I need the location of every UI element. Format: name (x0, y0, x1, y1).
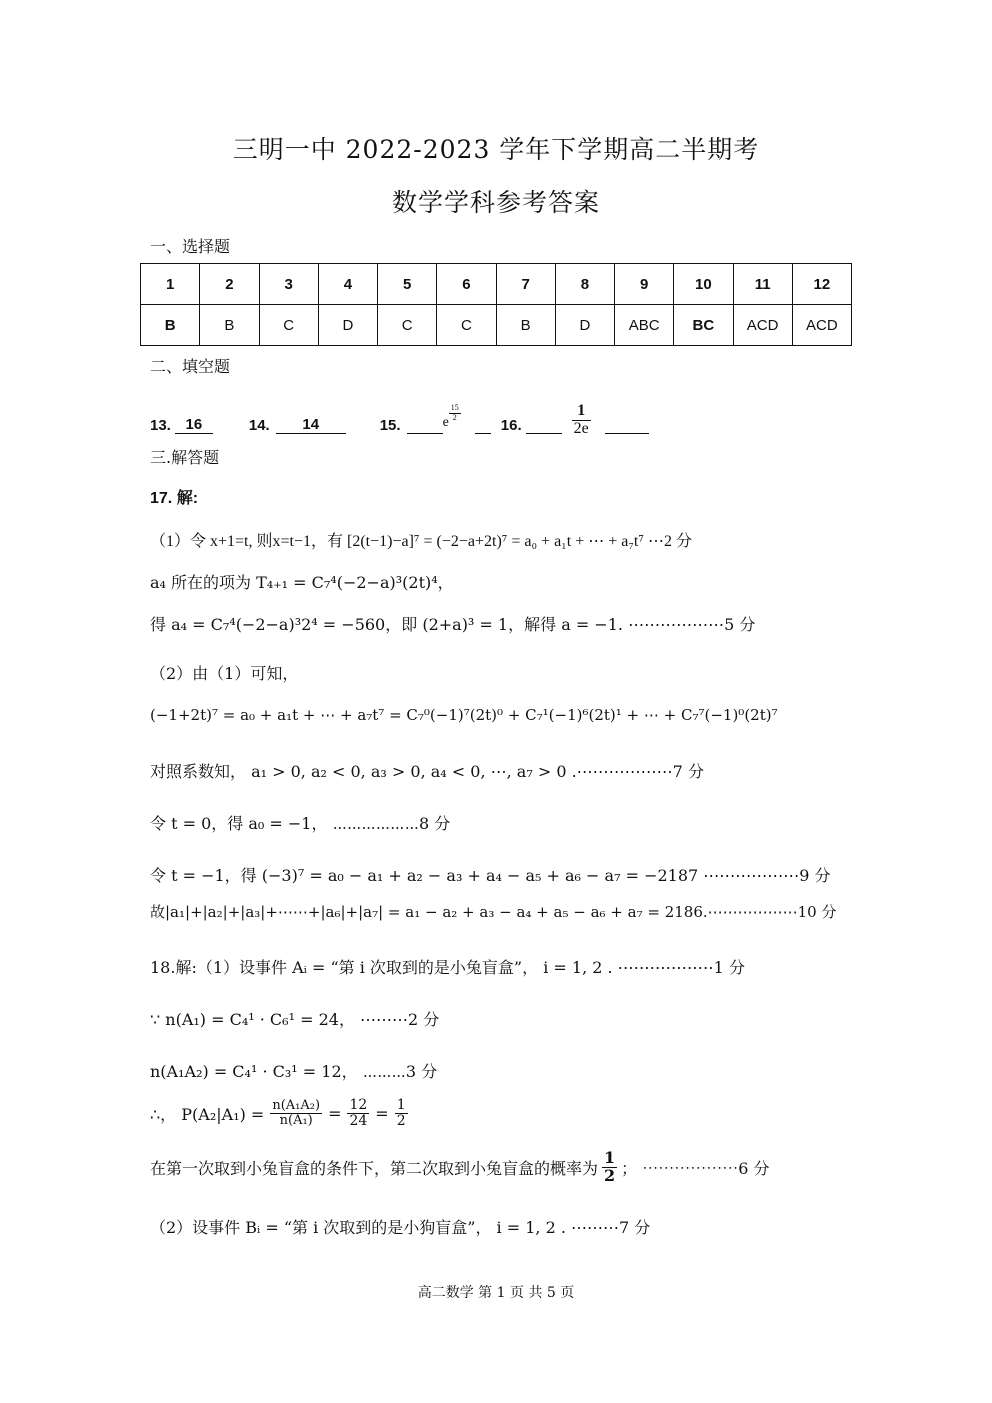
q17-line-2: a₄ 所在的项为 T₄₊₁ = C₇⁴(−2−a)³(2t)⁴， (150, 573, 454, 592)
q18-frac-2-den: 24 (349, 1112, 368, 1129)
q17-line-1: （1）令 x+1=t, 则x=t−1，有 [2(t−1)−a]⁷ = (−2−a+2t)⁷ = a₀ + a₁t + ⋯ + a₇t⁷ ⋯2 分 (150, 533, 692, 550)
q16-blank-tail (605, 413, 649, 434)
question-number: 1 (141, 264, 200, 305)
q16-blank (526, 413, 562, 434)
q18-frac-1-den: n(A₁) (279, 1112, 313, 1128)
q17-line-5: (−1+2t)⁷ = a₀ + a₁t + ⋯ + a₇t⁷ = C₇⁰(−1)⁷(2t)⁰ + C₇¹(−1)⁶(2t)¹ + ⋯ + C₇⁷(−1)⁰(2t)⁷ (150, 706, 778, 724)
q18-frac-1-num: n(A₁A₂) (272, 1098, 321, 1114)
answer-cell: B (200, 305, 259, 346)
q17-line-4: （2）由（1）可知， (150, 664, 299, 683)
q18-line-5-frac (602, 1150, 617, 1185)
question-number: 10 (674, 264, 733, 305)
question-number: 6 (437, 264, 496, 305)
fill-answers-row (150, 388, 649, 438)
question-number: 7 (496, 264, 555, 305)
answer-cell: C (378, 305, 437, 346)
answer-table-numbers-row (141, 264, 852, 305)
q15-exponent (449, 404, 461, 422)
equals-sign: = (328, 1103, 342, 1123)
q13-answer: 16 (175, 416, 213, 434)
answer-cell: ACD (733, 305, 792, 346)
q17-line-9: 故|a₁|+|a₂|+|a₃|+⋯⋯+|a₆|+|a₇| = a₁ − a₂ + a₃ − a₄ + a₅ − a₆ + a₇ = 2186.⋯⋯⋯⋯⋯⋯10 分 (150, 903, 837, 921)
q18-line-5-num: 1 (604, 1148, 616, 1167)
q15-base: e (442, 415, 449, 431)
q17-line-8: 令 t = −1，得 (−3)⁷ = a₀ − a₁ + a₂ − a₃ + a₄ − a₅ + a₆ − a₇ = −2187 ⋯⋯⋯⋯⋯⋯9 分 (150, 866, 831, 885)
q16-label: 16. (500, 417, 522, 434)
q17-heading: 17. 解: (150, 490, 199, 507)
q14-label: 14. (248, 417, 270, 434)
question-number: 2 (200, 264, 259, 305)
question-number: 5 (378, 264, 437, 305)
answer-table-answers-row (141, 305, 852, 346)
q16-den: 2e (573, 420, 589, 438)
q18-line-5-text: 在第一次取到小兔盲盒的条件下，第二次取到小兔盲盒的概率为 (150, 1158, 599, 1178)
question-number: 8 (555, 264, 614, 305)
q18-frac-3 (395, 1098, 408, 1128)
answer-cell: C (259, 305, 318, 346)
section-choice-heading: 一、选择题 (150, 237, 231, 256)
question-number: 12 (792, 264, 851, 305)
q18-line-5-tail: ； ⋯⋯⋯⋯⋯⋯6 分 (621, 1158, 770, 1178)
q17-line-3: 得 a₄ = C₇⁴(−2−a)³2⁴ = −560，即 (2+a)³ = 1，解得 a = −1. ⋯⋯⋯⋯⋯⋯5 分 (150, 615, 756, 634)
section-fill-heading: 二、填空题 (150, 357, 231, 376)
q18-line-3: n(A₁A₂) = C₄¹ · C₃¹ = 12， ⋯⋯⋯3 分 (150, 1062, 438, 1081)
q18-line-4 (150, 1098, 408, 1128)
answer-cell: B (141, 305, 200, 346)
equals-sign: = (375, 1103, 389, 1123)
q18-line-5 (150, 1150, 770, 1185)
q18-line-5-den: 2 (604, 1165, 616, 1185)
page-subtitle: 数学学科参考答案 (391, 188, 600, 217)
q18-line-2: ∵ n(A₁) = C₄¹ · C₆¹ = 24， ⋯⋯⋯2 分 (150, 1010, 440, 1029)
answer-cell: D (555, 305, 614, 346)
q18-line-4-prefix: ∴， P(A₂|A₁) = (150, 1104, 265, 1124)
q13-label: 13. (150, 417, 171, 434)
q16-num: 1 (572, 403, 591, 421)
q18-frac-2-num: 12 (349, 1097, 368, 1113)
question-number: 4 (318, 264, 377, 305)
page-footer: 高二数学 第 1 页 共 5 页 (417, 1285, 575, 1301)
q15-exp-num: 15 (450, 403, 459, 413)
answer-cell: ACD (792, 305, 851, 346)
q18-frac-3-den: 2 (396, 1112, 406, 1129)
q18-line-1: 18.解:（1）设事件 Aᵢ = “第 i 次取到的是小兔盲盒”， i = 1, 2 . ⋯⋯⋯⋯⋯⋯1 分 (150, 958, 745, 977)
q15-blank-tail (475, 413, 491, 434)
q17-line-7: 令 t = 0，得 a₀ = −1， ⋯⋯⋯⋯⋯⋯8 分 (150, 814, 451, 833)
question-number: 3 (259, 264, 318, 305)
section-solve-heading: 三.解答题 (150, 448, 220, 467)
question-number: 11 (733, 264, 792, 305)
q15-blank (407, 413, 443, 434)
q15-exp-den: 2 (452, 412, 457, 422)
q16-answer (572, 403, 591, 438)
answer-table (140, 263, 852, 346)
answer-cell: C (437, 305, 496, 346)
q17-line-6: 对照系数知， a₁ > 0, a₂ < 0, a₃ > 0, a₄ < 0, ⋯, a₇ > 0 .⋯⋯⋯⋯⋯⋯7 分 (150, 762, 704, 781)
q18-line-6: （2）设事件 Bᵢ = “第 i 次取到的是小狗盲盒”， i = 1, 2 . ⋯⋯⋯7 分 (150, 1218, 651, 1237)
q18-frac-2 (347, 1098, 369, 1128)
answer-cell: D (318, 305, 377, 346)
q18-frac-3-num: 1 (396, 1097, 406, 1113)
answer-cell: BC (674, 305, 733, 346)
answer-cell: B (496, 305, 555, 346)
q15-answer (442, 403, 461, 432)
q18-frac-1 (270, 1099, 322, 1127)
page-title: 三明一中 2022-2023 学年下学期高二半期考 (232, 135, 760, 164)
q15-label: 15. (379, 417, 401, 434)
q14-answer: 14 (276, 416, 346, 434)
question-number: 9 (615, 264, 674, 305)
answer-cell: ABC (615, 305, 674, 346)
